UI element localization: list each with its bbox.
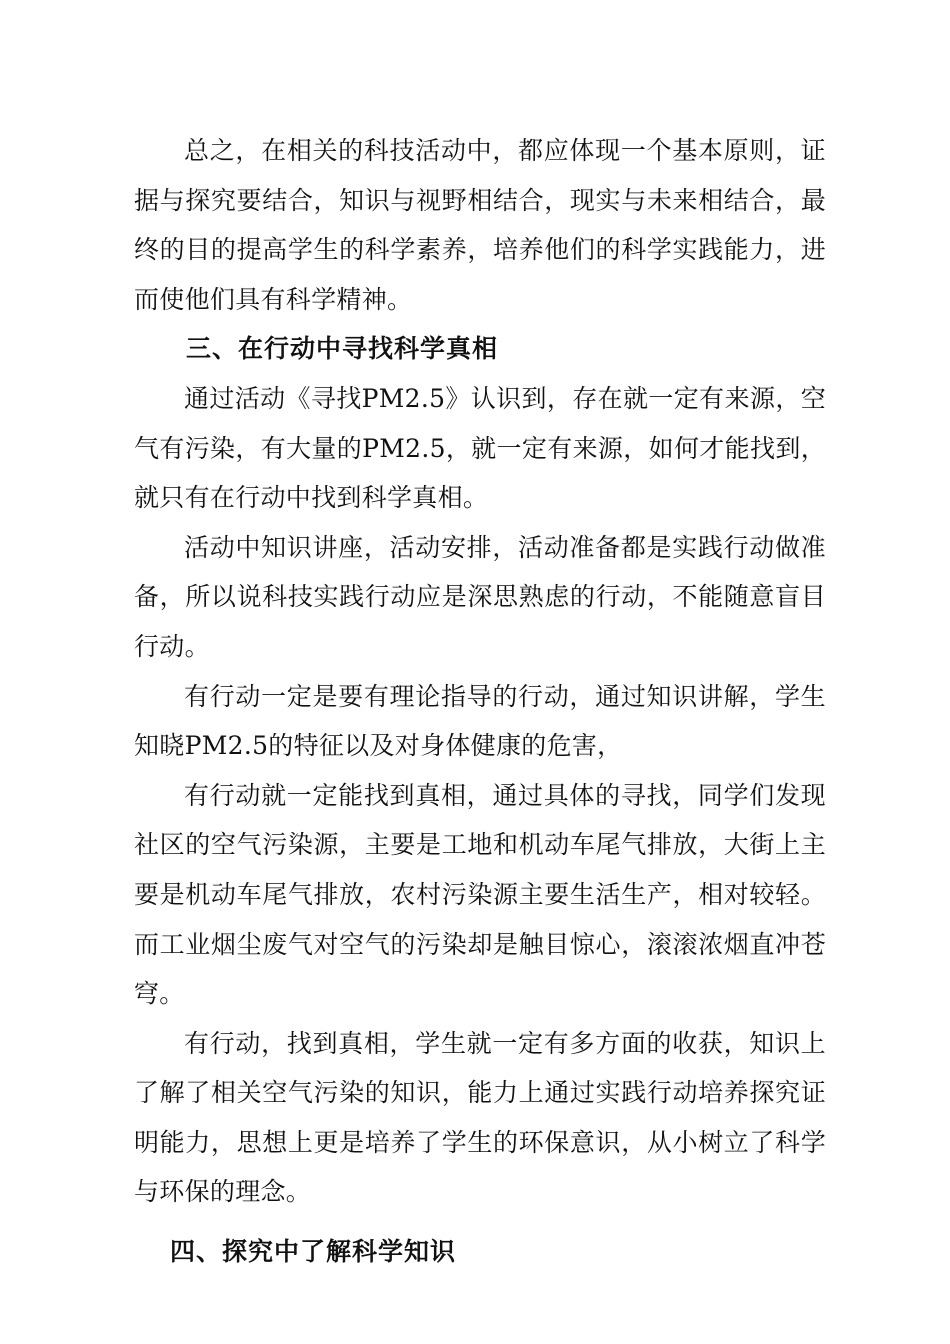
paragraph-summary: 总之，在相关的科技活动中，都应体现一个基本原则，证据与探究要结合，知识与视野相结合，现实与未来相结合，最终的目的提高学生的科学素养，培养他们的科学实践能力，进而使他们具有科学精神。: [134, 136, 826, 314]
paragraph-student-gains: 有行动，找到真相，学生就一定有多方面的收获，知识上了解了相关空气污染的知识，能力上通过实践行动培养探究证明能力，思想上更是培养了学生的环保意识，从小树立了科学与环保的理念。: [134, 1028, 826, 1207]
paragraph-pollution-sources: 有行动就一定能找到真相，通过具体的寻找，同学们发现社区的空气污染源，主要是工地和机动车尾气排放，大街上主要是机动车尾气排放，农村污染源主要生活生产，相对较轻。而工业烟尘废气对空气的污染却是触目惊心，滚滚浓烟直冲苍穹。: [134, 780, 826, 1009]
section-heading-4: 四、探究中了解科学知识: [170, 1237, 457, 1267]
paragraph-pm25-activity: 通过活动《寻找PM2.5》认识到，存在就一定有来源，空气有污染，有大量的PM2.5，就一定有来源，如何才能找到，就只有在行动中找到科学真相。: [134, 383, 826, 513]
paragraph-activity-preparation: 活动中知识讲座，活动安排，活动准备都是实践行动做准备，所以说科技实践行动应是深思熟虑的行动，不能随意盲目行动。: [134, 532, 826, 661]
document-page: [134, 126, 826, 1277]
paragraph-theory-guidance: 有行动一定是要有理论指导的行动，通过知识讲解，学生知晓PM2.5的特征以及对身体健康的危害，: [134, 681, 826, 761]
section-heading-3: 三、在行动中寻找科学真相: [186, 334, 499, 364]
